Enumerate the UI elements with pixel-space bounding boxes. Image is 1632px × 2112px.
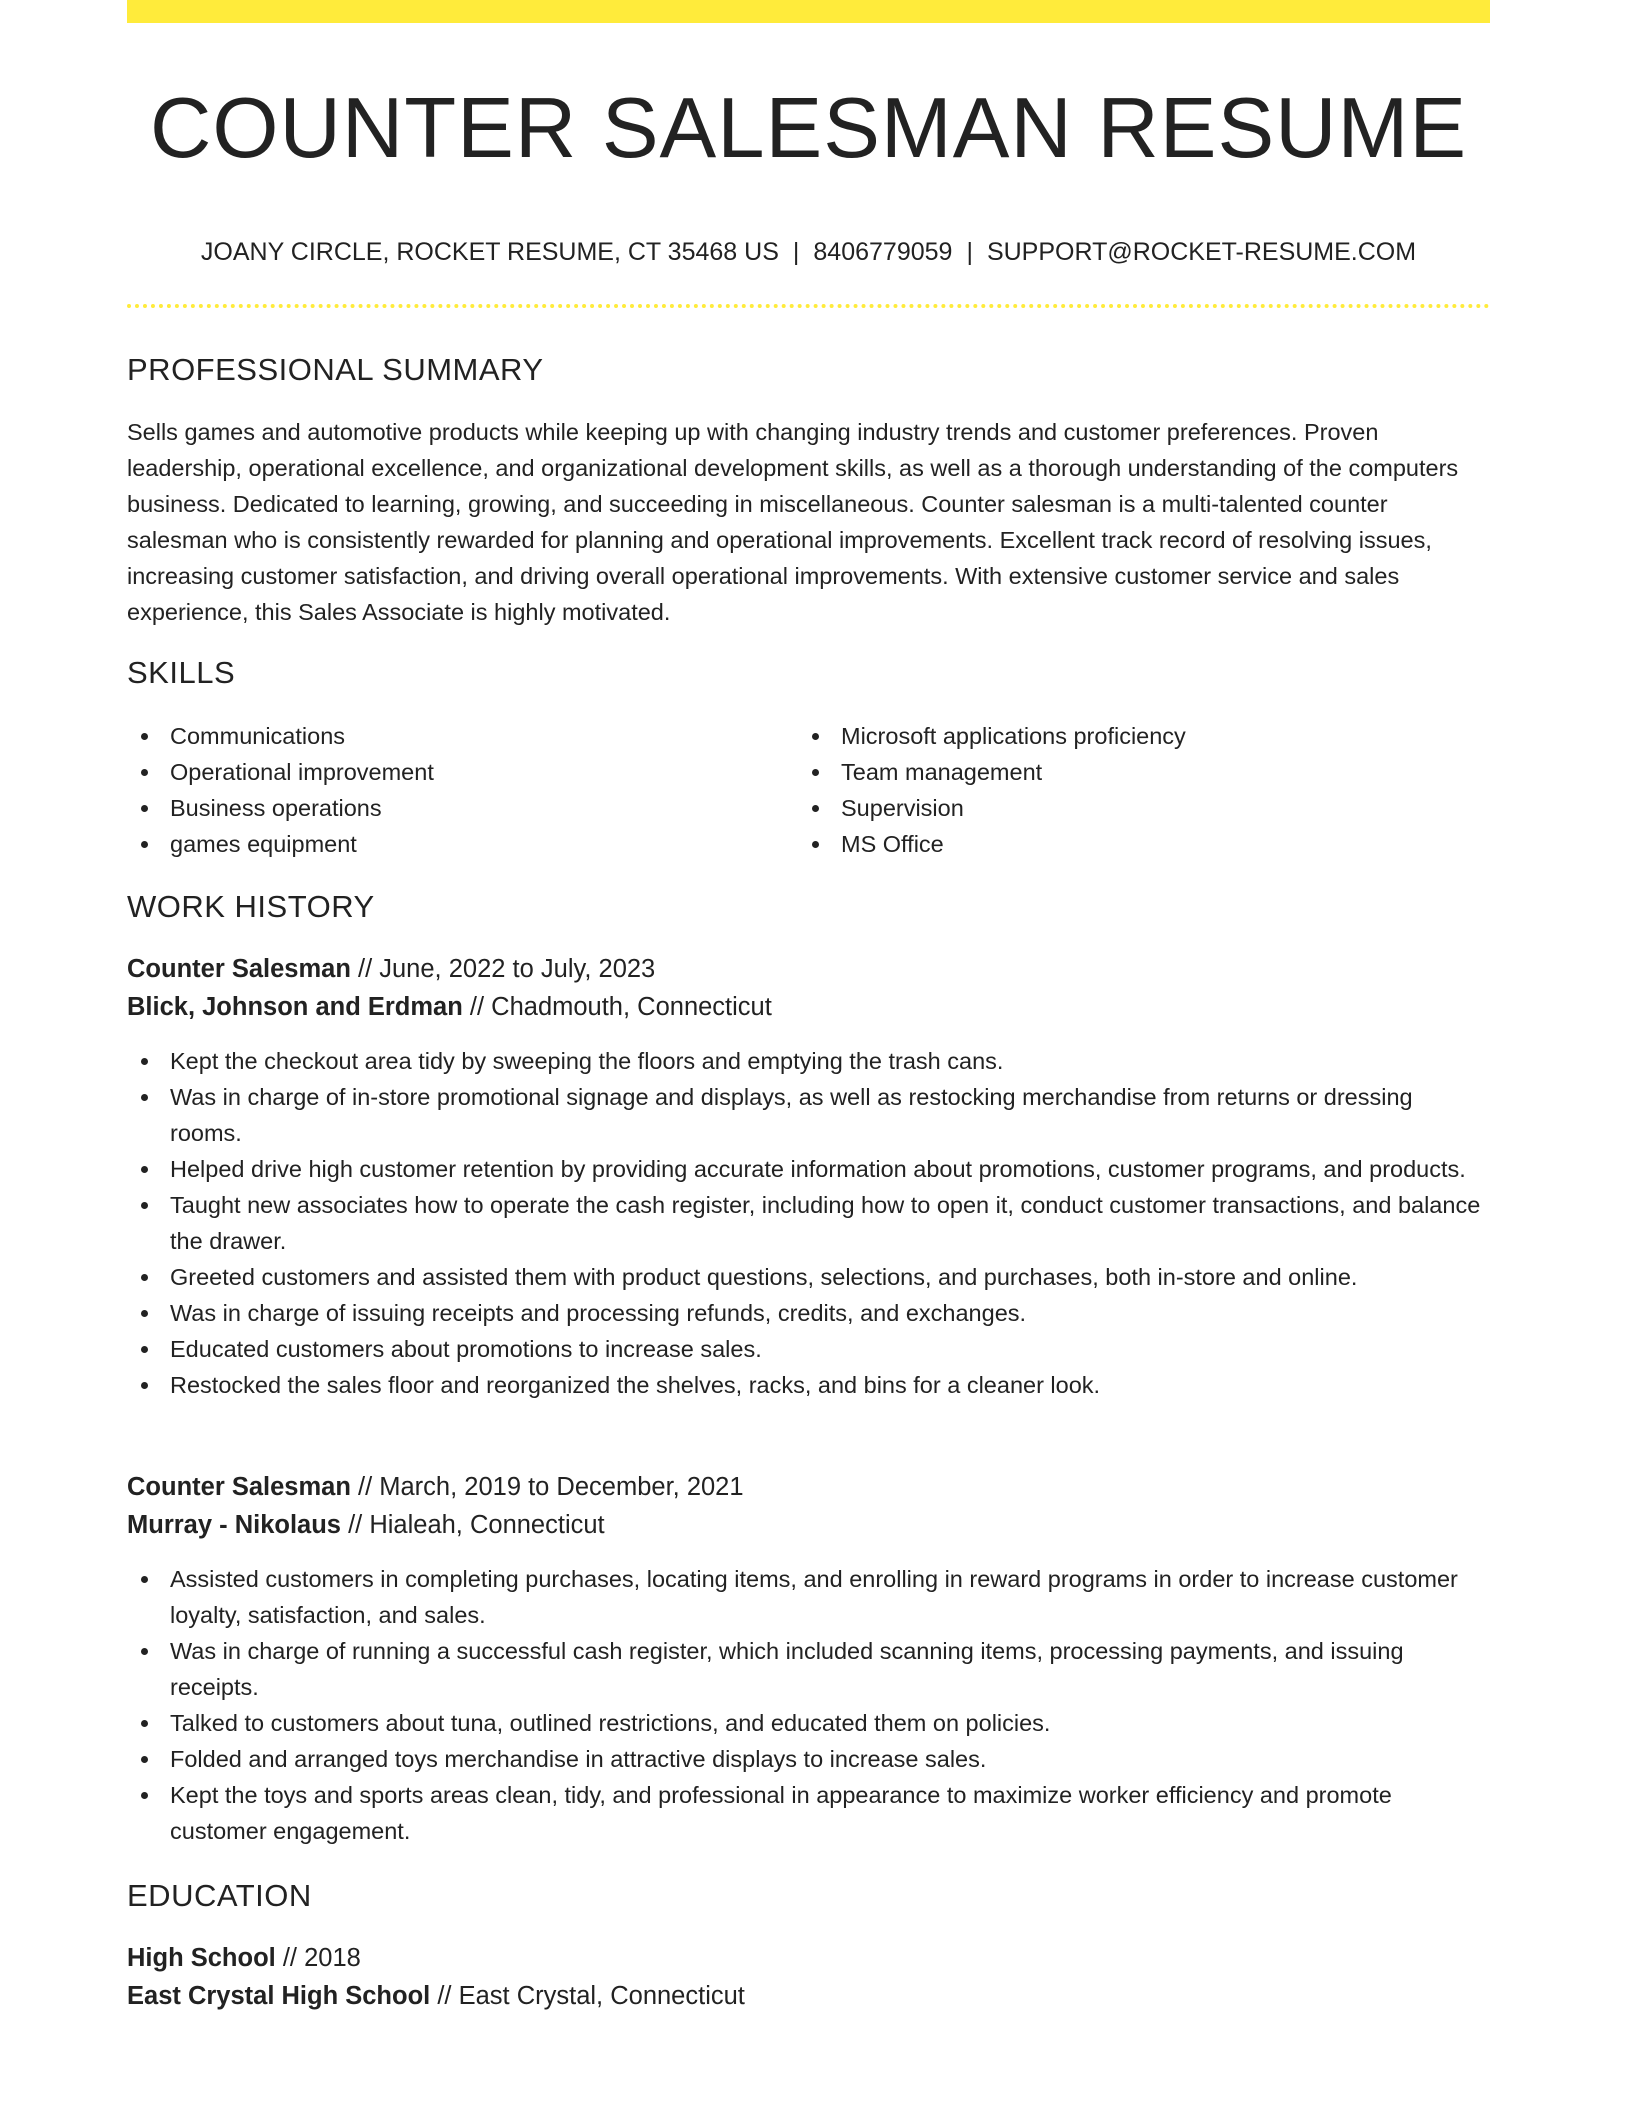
summary-heading: PROFESSIONAL SUMMARY (127, 352, 544, 387)
education-degree: High School (127, 1944, 276, 1972)
skill-item: Operational improvement (127, 754, 787, 790)
job-dates: // June, 2022 to July, 2023 (358, 955, 656, 983)
skills-list-right (798, 718, 1458, 862)
job-role: Counter Salesman (127, 1473, 351, 1501)
skill-item: Communications (127, 718, 787, 754)
duty-item: Folded and arranged toys merchandise in attractive displays to increase sales. (127, 1741, 1490, 1777)
resume-title: COUNTER SALESMAN RESUME (149, 81, 1468, 176)
duty-item: Taught new associates how to operate the cash register, including how to open it, conduct customer transactions, and balance the drawer. (127, 1187, 1490, 1259)
education-degree-line (127, 1939, 361, 1977)
accent-bar (127, 0, 1490, 23)
job-location: // Chadmouth, Connecticut (469, 993, 772, 1021)
email: SUPPORT@ROCKET-RESUME.COM (986, 238, 1417, 266)
duty-item: Was in charge of running a successful cash register, which included scanning items, processing payments, and issuing receipts. (127, 1633, 1490, 1705)
separator: | (966, 238, 973, 266)
job-1-title-line (127, 950, 655, 988)
skill-item: games equipment (127, 826, 787, 862)
duty-item: Kept the checkout area tidy by sweeping the floors and emptying the trash cans. (127, 1043, 1490, 1079)
job-2-company-line (127, 1506, 605, 1544)
skill-item: Team management (798, 754, 1458, 790)
education-school: East Crystal High School (127, 1982, 431, 2010)
duty-item: Assisted customers in completing purchases, locating items, and enrolling in reward programs in order to increase customer loyalty, satisfaction, and sales. (127, 1561, 1490, 1633)
duty-item: Greeted customers and assisted them with product questions, selections, and purchases, both in-store and online. (127, 1259, 1490, 1295)
job-dates: // March, 2019 to December, 2021 (358, 1473, 744, 1501)
education-heading: EDUCATION (127, 1878, 312, 1913)
duty-item: Was in charge of issuing receipts and processing refunds, credits, and exchanges. (127, 1295, 1490, 1331)
job-company: Blick, Johnson and Erdman (127, 993, 463, 1021)
job-2-duties (127, 1561, 1490, 1849)
job-1-duties (127, 1043, 1490, 1403)
job-role: Counter Salesman (127, 955, 351, 983)
skill-item: Supervision (798, 790, 1458, 826)
skill-item: Business operations (127, 790, 787, 826)
skill-item: Microsoft applications proficiency (798, 718, 1458, 754)
duty-item: Helped drive high customer retention by providing accurate information about promotions, customer programs, and products. (127, 1151, 1490, 1187)
work-heading: WORK HISTORY (127, 889, 375, 924)
skill-item: MS Office (798, 826, 1458, 862)
job-company: Murray - Nikolaus (127, 1511, 341, 1539)
job-location: // Hialeah, Connecticut (348, 1511, 605, 1539)
skills-heading: SKILLS (127, 655, 236, 690)
job-1-company-line (127, 988, 772, 1026)
education-year: // 2018 (282, 1944, 361, 1972)
phone: 8406779059 (813, 238, 953, 266)
address: JOANY CIRCLE, ROCKET RESUME, CT 35468 US (200, 238, 779, 266)
duty-item: Educated customers about promotions to increase sales. (127, 1331, 1490, 1367)
summary-text: Sells games and automotive products while keeping up with changing industry trends and customer preferences. Proven leadership, operational excellence, and organizational development skills, as well as a thorough understanding of the computers business. Dedicated to learning, growing, and succeeding in miscellaneous. Counter salesman is a multi-talented counter salesman who is consistently rewarded for planning and operational improvements. Excellent track record of resolving issues, increasing customer satisfaction, and driving overall operational improvements. With extensive customer service and sales experience, this Sales Associate is highly motivated. (127, 419, 1459, 625)
contact-line (127, 235, 1490, 269)
duty-item: Was in charge of in-store promotional signage and displays, as well as restocking merchandise from returns or dressing rooms. (127, 1079, 1490, 1151)
skills-list-left (127, 718, 787, 862)
duty-item: Restocked the sales floor and reorganized the shelves, racks, and bins for a cleaner look. (127, 1367, 1490, 1403)
duty-item: Kept the toys and sports areas clean, tidy, and professional in appearance to maximize worker efficiency and promote customer engagement. (127, 1777, 1490, 1849)
job-2-title-line (127, 1468, 744, 1506)
dotted-divider (127, 304, 1490, 308)
education-location: // East Crystal, Connecticut (437, 1982, 745, 2010)
separator: | (792, 238, 800, 266)
duty-item: Talked to customers about tuna, outlined restrictions, and educated them on policies. (127, 1705, 1490, 1741)
education-school-line (127, 1977, 745, 2015)
